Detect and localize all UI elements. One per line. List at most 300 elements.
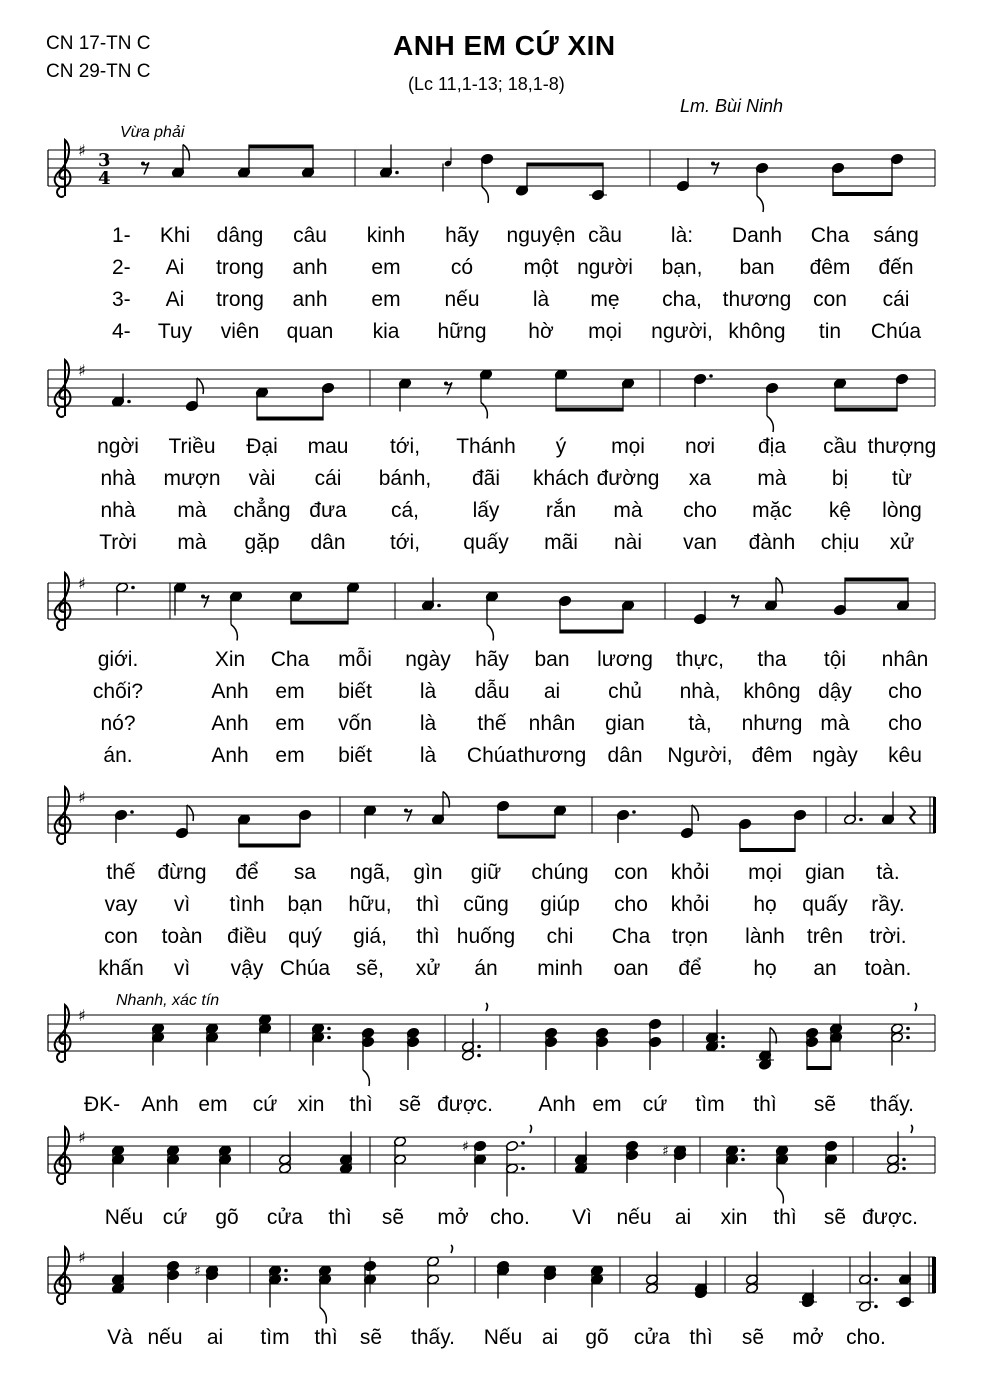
- lyric-syllable: thực,: [676, 648, 724, 671]
- lyric-syllable: Triều: [168, 435, 216, 458]
- lyric-syllable: thì: [689, 1326, 713, 1349]
- lyric-syllable: hờ: [528, 320, 554, 343]
- lyric-syllable: mãi: [544, 531, 578, 554]
- lyric-syllable: thì: [416, 893, 440, 916]
- note: [443, 148, 452, 192]
- lyric-syllable: Cha: [810, 224, 850, 247]
- note: [166, 1260, 179, 1303]
- lyric-syllable: Anh: [211, 680, 249, 703]
- lyric-syllable: ai: [541, 1326, 559, 1349]
- lyric-syllable: tình: [229, 893, 265, 916]
- lyric-syllable: là: [532, 288, 550, 311]
- svg-text:♯: ♯: [78, 361, 86, 380]
- lyric-syllable: bạn: [287, 893, 323, 916]
- lyric-syllable: thấy.: [870, 1093, 914, 1116]
- lyric-syllable: chịu: [820, 531, 860, 554]
- lyric-syllable: Chúa: [279, 957, 331, 980]
- lyric-syllable: vì: [173, 957, 191, 980]
- note: [756, 1028, 776, 1071]
- lyric-syllable: tới,: [389, 435, 421, 458]
- lyric-syllable: minh: [537, 957, 583, 980]
- lyric-syllable: nhà,: [679, 680, 721, 703]
- scripture-reference: (Lc 11,1-13; 18,1-8): [408, 74, 565, 94]
- lyric-line: [0, 712, 981, 740]
- lyric-syllable: Chúa: [870, 320, 922, 343]
- lyric-syllable: cứ: [252, 1093, 278, 1116]
- lyric-syllable: cho.: [846, 1326, 886, 1349]
- svg-text:♯: ♯: [78, 1128, 86, 1147]
- lyric-syllable: anh: [292, 288, 328, 311]
- note: [886, 1125, 912, 1174]
- lyric-syllable: trời.: [869, 925, 907, 948]
- lyric-syllable: ngã,: [349, 861, 391, 884]
- tempo-marking-verse: Vừa phải: [120, 124, 185, 141]
- svg-text:♯: ♯: [78, 574, 86, 593]
- lyric-syllable: dân: [607, 744, 643, 767]
- lyric-syllable: dẫu: [474, 680, 510, 703]
- lyric-syllable: tin: [818, 320, 842, 343]
- lyric-syllable: toàn: [161, 925, 203, 948]
- note: [111, 1252, 124, 1295]
- lyric-syllable: người,: [651, 320, 713, 343]
- lyric-syllable: Xin: [214, 648, 246, 671]
- lyric-syllable: em: [275, 744, 305, 767]
- note: [693, 373, 712, 407]
- lyric-syllable: để: [678, 957, 702, 980]
- lyric-syllable: nhà: [100, 499, 136, 522]
- lyric-syllable: em: [275, 712, 305, 735]
- lyric-syllable: mở: [792, 1326, 824, 1349]
- lyric-syllable: huống: [456, 925, 516, 948]
- staff-system: [0, 1237, 981, 1317]
- verse-number: 3-: [112, 288, 131, 311]
- lyric-syllable: kệ: [828, 499, 852, 522]
- lyric-syllable: ban: [534, 648, 570, 671]
- lyric-syllable: thì: [328, 1206, 352, 1229]
- lyric-syllable: chúng: [531, 861, 589, 884]
- lyric-syllable: xử: [889, 531, 915, 554]
- lyric-syllable: oan: [613, 957, 649, 980]
- lyric-syllable: Người,: [667, 744, 733, 767]
- svg-text:♯: ♯: [462, 1139, 469, 1155]
- lyric-syllable: thì: [314, 1326, 338, 1349]
- lyric-syllable: dân: [310, 531, 346, 554]
- lyric-syllable: em: [198, 1093, 228, 1116]
- refrain-lyric-line: [0, 1206, 981, 1234]
- lyric-syllable: quấy: [802, 893, 848, 916]
- lyric-line: [0, 531, 981, 559]
- staff-system: [0, 130, 981, 210]
- lyric-syllable: cũng: [463, 893, 509, 916]
- note: [166, 1145, 179, 1188]
- lyric-syllable: vài: [248, 467, 276, 490]
- lyric-syllable: người: [577, 256, 633, 279]
- note: [648, 1018, 661, 1070]
- lyric-syllable: mà: [177, 499, 207, 522]
- lyric-syllable: sáng: [873, 224, 919, 247]
- note: [662, 1144, 687, 1184]
- lyric-syllable: thượng: [867, 435, 937, 458]
- note: [485, 591, 498, 641]
- note: [625, 1140, 638, 1183]
- lyric-syllable: hãy: [445, 224, 479, 247]
- svg-text:♯: ♯: [194, 1263, 201, 1280]
- lyric-syllable: tới,: [389, 531, 421, 554]
- lyric-syllable: nhân: [528, 712, 576, 735]
- lyric-syllable: cầu: [588, 224, 622, 247]
- lyric-syllable: nếu: [147, 1326, 183, 1349]
- lyric-syllable: cho: [888, 680, 922, 703]
- lyric-syllable: được.: [862, 1206, 918, 1229]
- lyric-syllable: lấy: [472, 499, 500, 522]
- song-title: ANH EM CỨ XIN: [393, 30, 616, 61]
- lyric-line: [0, 648, 981, 676]
- refrain-lyric-line: [0, 1093, 981, 1121]
- note: [185, 378, 203, 412]
- lyric-syllable: thấy.: [411, 1326, 455, 1349]
- lyric-syllable: sẽ: [381, 1206, 405, 1229]
- lyric-syllable: sẽ: [398, 1093, 422, 1116]
- lyric-syllable: mỗi: [338, 648, 372, 671]
- lyric-syllable: tội: [823, 648, 847, 671]
- lyric-syllable: biết: [338, 744, 372, 767]
- lyric-syllable: mượn: [163, 467, 221, 490]
- lyric-syllable: họ: [753, 893, 777, 916]
- lyric-syllable: nguyện: [506, 224, 576, 247]
- lyric-syllable: để: [235, 861, 259, 884]
- note: [393, 1136, 406, 1188]
- lyric-syllable: giới.: [97, 648, 139, 671]
- lyric-line: [0, 224, 981, 252]
- lyric-syllable: mặc: [752, 499, 792, 522]
- lyric-syllable: ai: [543, 680, 561, 703]
- note: [705, 1010, 724, 1053]
- lyric-syllable: án.: [103, 744, 133, 767]
- note: [480, 153, 493, 203]
- lyric-syllable: Đại: [246, 435, 278, 458]
- lyric-syllable: cho.: [490, 1206, 530, 1229]
- lyric-syllable: mọi: [748, 861, 782, 884]
- note: [194, 1264, 219, 1304]
- lyric-syllable: nếu: [616, 1206, 652, 1229]
- lyric-syllable: con: [104, 925, 138, 948]
- lyric-syllable: ý: [555, 435, 567, 458]
- verse-number: 4-: [112, 320, 131, 343]
- lyric-syllable: an: [813, 957, 837, 980]
- lyric-line: [0, 435, 981, 463]
- verse-number: 2-: [112, 256, 131, 279]
- lyric-syllable: là: [419, 744, 437, 767]
- lyric-syllable: trong: [216, 256, 264, 279]
- lyric-syllable: hững: [437, 320, 487, 343]
- lyric-syllable: kia: [372, 320, 400, 343]
- lyric-line: [0, 256, 981, 284]
- lyric-syllable: cha,: [662, 288, 702, 311]
- lyric-syllable: Danh: [731, 224, 783, 247]
- lyric-syllable: thì: [416, 925, 440, 948]
- lyric-line: [0, 680, 981, 708]
- lyric-syllable: ai: [674, 1206, 692, 1229]
- note: [111, 1145, 124, 1188]
- lyric-syllable: Nếu: [104, 1206, 144, 1229]
- note: [311, 1023, 330, 1066]
- note: [205, 1023, 218, 1066]
- lyric-syllable: cá,: [390, 499, 420, 522]
- lyric-syllable: đãi: [471, 467, 501, 490]
- lyric-line: [0, 320, 981, 348]
- lyric-syllable: cho: [888, 712, 922, 735]
- note: [616, 809, 635, 843]
- lyric-syllable: không: [743, 680, 801, 703]
- staff-system: [0, 1117, 981, 1197]
- tempo-marking-refrain: Nhanh, xác tín: [116, 992, 220, 1009]
- note: [258, 1014, 271, 1057]
- lyric-syllable: là: [419, 712, 437, 735]
- lyric-syllable: nó?: [100, 712, 136, 735]
- lyric-syllable: xử: [415, 957, 441, 980]
- lyric-syllable: cứ: [162, 1206, 188, 1229]
- lyric-syllable: thương: [517, 744, 587, 767]
- lyric-syllable: đành: [748, 531, 796, 554]
- lyric-syllable: em: [592, 1093, 622, 1116]
- lyric-syllable: Trời: [99, 531, 137, 554]
- lyric-syllable: thì: [773, 1206, 797, 1229]
- note: [505, 1125, 531, 1197]
- lyric-syllable: kêu: [888, 744, 922, 767]
- lyric-syllable: đường: [596, 467, 660, 490]
- lyric-syllable: cửa: [633, 1326, 671, 1349]
- note: [725, 1145, 744, 1188]
- lyric-line: [0, 893, 981, 921]
- lyric-syllable: bạn,: [661, 256, 703, 279]
- lyric-syllable: thương: [722, 288, 792, 311]
- lyric-syllable: quý: [288, 925, 322, 948]
- note: [676, 158, 689, 192]
- note: [361, 1027, 374, 1086]
- lyric-syllable: đêm: [809, 256, 851, 279]
- lyric-syllable: vốn: [338, 712, 372, 735]
- beam: [498, 806, 555, 839]
- lyric-syllable: Cha: [270, 648, 310, 671]
- lyric-syllable: cho: [683, 499, 717, 522]
- lyric-syllable: đừng: [157, 861, 207, 884]
- lyric-syllable: mở: [437, 1206, 469, 1229]
- lyric-syllable: trong: [216, 288, 264, 311]
- lyric-syllable: sẽ: [823, 1206, 847, 1229]
- staff-system: [0, 563, 981, 643]
- lyric-syllable: chi: [546, 925, 574, 948]
- lyric-syllable: Chúa: [466, 744, 518, 767]
- lyric-line: [0, 957, 981, 985]
- lyric-syllable: nhưng: [741, 712, 803, 735]
- lyric-syllable: tà.: [876, 861, 900, 884]
- lyric-syllable: em: [371, 288, 401, 311]
- lyric-syllable: Thánh: [456, 435, 516, 458]
- lyric-syllable: khỏi: [670, 893, 710, 916]
- svg-text:♯: ♯: [78, 1248, 86, 1267]
- lyric-syllable: sẽ,: [355, 957, 385, 980]
- lyric-syllable: con: [614, 861, 648, 884]
- lyric-syllable: cho: [614, 893, 648, 916]
- lyric-syllable: biết: [338, 680, 372, 703]
- lyric-syllable: Anh: [211, 712, 249, 735]
- lyric-syllable: nài: [613, 531, 643, 554]
- lyric-syllable: tha: [757, 648, 787, 671]
- note: [229, 591, 242, 641]
- note: [426, 1245, 452, 1308]
- lyric-syllable: con: [813, 288, 847, 311]
- svg-text:♯: ♯: [78, 788, 86, 807]
- lyric-syllable: ngày: [812, 744, 858, 767]
- lyric-syllable: án: [474, 957, 498, 980]
- lyric-syllable: xa: [688, 467, 712, 490]
- note: [462, 1139, 487, 1188]
- lyric-syllable: trên: [806, 925, 844, 948]
- note: [278, 1132, 291, 1175]
- note: [856, 1252, 878, 1313]
- refrain-label: ĐK-: [84, 1093, 121, 1116]
- lyric-syllable: giá,: [353, 925, 387, 948]
- lyric-syllable: nơi: [684, 435, 716, 458]
- note: [406, 1027, 419, 1070]
- beam: [527, 163, 603, 196]
- lyric-line: [0, 861, 981, 889]
- note: [645, 1252, 658, 1295]
- lyric-syllable: chối?: [92, 680, 144, 703]
- lyric-syllable: Nếu: [483, 1326, 523, 1349]
- lyric-syllable: được.: [437, 1093, 493, 1116]
- lyric-syllable: sẽ: [741, 1326, 765, 1349]
- lyric-syllable: ban: [739, 256, 775, 279]
- lyric-syllable: mà: [820, 712, 850, 735]
- lyric-syllable: ngày: [405, 648, 451, 671]
- lyric-syllable: đến: [878, 256, 914, 279]
- occasion-line-1: CN 17-TN C: [46, 33, 151, 54]
- lyric-syllable: xin: [720, 1206, 748, 1229]
- lyric-syllable: thì: [349, 1093, 373, 1116]
- lyric-syllable: mọi: [611, 435, 645, 458]
- lyric-syllable: dậy: [818, 680, 852, 703]
- lyric-syllable: Vì: [572, 1206, 592, 1229]
- lyric-syllable: bị: [831, 467, 849, 490]
- lyric-syllable: cái: [882, 288, 910, 311]
- lyric-syllable: mau: [307, 435, 349, 458]
- lyric-syllable: nhân: [881, 648, 929, 671]
- note: [745, 1252, 758, 1295]
- lyric-syllable: sẽ: [813, 1093, 837, 1116]
- note: [755, 162, 768, 212]
- note: [896, 1252, 914, 1308]
- lyric-syllable: cái: [314, 467, 342, 490]
- svg-text:♯: ♯: [78, 1006, 86, 1025]
- note: [589, 189, 607, 200]
- staff-system: [0, 995, 981, 1075]
- lyric-syllable: giữ: [470, 861, 502, 884]
- note: [461, 1003, 487, 1061]
- lyric-syllable: van: [683, 531, 717, 554]
- lyric-syllable: khấn: [98, 957, 144, 980]
- refrain-lyric-line: [0, 1326, 981, 1354]
- lyric-syllable: một: [523, 256, 559, 279]
- lyric-syllable: quan: [286, 320, 334, 343]
- lyric-syllable: cầu: [823, 435, 857, 458]
- lyric-syllable: đưa: [309, 499, 347, 522]
- lyric-syllable: Cha: [611, 925, 651, 948]
- lyric-syllable: họ: [753, 957, 777, 980]
- note: [693, 591, 706, 625]
- lyric-syllable: địa: [757, 435, 787, 458]
- note: [890, 1003, 916, 1066]
- lyric-line: [0, 744, 981, 772]
- staff-system: [0, 350, 981, 430]
- lyric-syllable: rắn: [545, 499, 577, 522]
- composer: Lm. Bùi Ninh: [680, 96, 784, 116]
- lyric-syllable: Khi: [159, 224, 191, 247]
- beam: [560, 601, 623, 634]
- lyric-syllable: rầy.: [871, 893, 905, 916]
- occasion-line-2: CN 29-TN C: [46, 61, 151, 82]
- lyric-line: [0, 467, 981, 495]
- lyric-syllable: ngời: [97, 435, 139, 458]
- lyric-syllable: có: [450, 256, 474, 279]
- lyric-syllable: gõ: [585, 1326, 609, 1349]
- lyric-line: [0, 288, 981, 316]
- note: [680, 805, 698, 839]
- lyric-syllable: thì: [753, 1093, 777, 1116]
- lyric-syllable: gõ: [215, 1206, 239, 1229]
- lyric-syllable: anh: [292, 256, 328, 279]
- lyric-syllable: quấy: [463, 531, 509, 554]
- time-signature-top: 3: [98, 150, 111, 171]
- lyric-syllable: cửa: [266, 1206, 304, 1229]
- lyric-syllable: bánh,: [378, 467, 432, 490]
- lyric-syllable: xin: [297, 1093, 325, 1116]
- lyric-syllable: câu: [293, 224, 327, 247]
- lyric-syllable: khách: [532, 467, 590, 490]
- lyric-syllable: tìm: [260, 1326, 290, 1349]
- note: [479, 369, 492, 419]
- note: [175, 805, 193, 839]
- lyric-syllable: vậy: [230, 957, 264, 980]
- lyric-syllable: khỏi: [670, 861, 710, 884]
- lyric-syllable: dâng: [216, 224, 264, 247]
- lyric-syllable: gian: [805, 861, 845, 884]
- lyric-syllable: là: [419, 680, 437, 703]
- note: [318, 1265, 331, 1324]
- lyric-syllable: lòng: [882, 499, 922, 522]
- lyric-syllable: em: [275, 680, 305, 703]
- note: [114, 809, 133, 843]
- lyric-syllable: Anh: [141, 1093, 179, 1116]
- lyric-syllable: gìn: [413, 861, 443, 884]
- note: [151, 1023, 164, 1066]
- lyric-syllable: gặp: [244, 531, 280, 554]
- lyric-syllable: sa: [293, 861, 317, 884]
- lyric-syllable: mẹ: [590, 288, 620, 311]
- note: [574, 1132, 587, 1175]
- lyric-syllable: thế: [477, 712, 507, 735]
- lyric-syllable: toàn.: [864, 957, 912, 980]
- lyric-syllable: điều: [227, 925, 267, 948]
- lyric-syllable: mà: [177, 531, 207, 554]
- lyric-syllable: viên: [220, 320, 260, 343]
- lyric-syllable: Ai: [165, 288, 185, 311]
- lyric-syllable: Và: [107, 1326, 133, 1349]
- note: [765, 382, 778, 432]
- lyric-syllable: kinh: [366, 224, 406, 247]
- svg-text:♯: ♯: [662, 1143, 669, 1160]
- lyric-syllable: mà: [757, 467, 787, 490]
